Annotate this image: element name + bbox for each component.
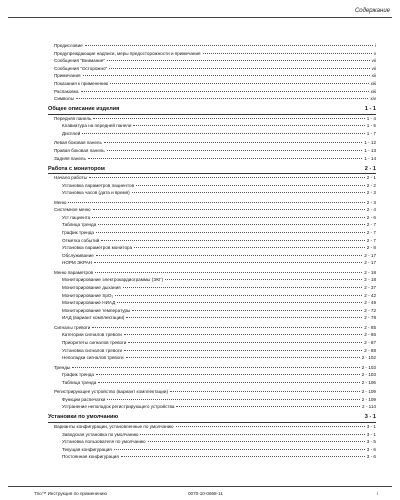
toc-entry-page: xiii: [370, 88, 376, 94]
toc-entry-title: ИАД (вариант комплектации): [62, 315, 125, 321]
toc-entry[interactable]: [48, 65, 376, 73]
toc-entry-title: Показания к применению: [54, 80, 109, 86]
toc-dot-leader: [76, 98, 369, 99]
toc-entry-title: Клавиатура на передней панели: [62, 123, 132, 129]
toc-dot-leader: [134, 247, 365, 248]
toc-entry-page: 2 - 88: [364, 347, 376, 353]
toc-entry-title: Функции распечатки: [62, 396, 106, 402]
toc-entry-title: Общее описание изделия: [48, 106, 120, 113]
toc-entry-page: 2 - 17: [364, 252, 376, 258]
toc-entry-title: Мониторирование температуры: [62, 307, 131, 313]
toc-section-entry[interactable]: [48, 165, 376, 175]
toc-entry-title: Таблица тренда: [62, 222, 97, 228]
toc-entry-page: 2 - 42: [364, 292, 376, 298]
toc-dot-leader: [136, 185, 365, 186]
toc-section-entry[interactable]: [48, 105, 376, 115]
toc-entry-page: 2 - 1: [366, 175, 376, 181]
toc-entry-title: Мониторирование дыхания: [62, 285, 121, 291]
toc-entry-page: 2 - 8: [366, 245, 376, 251]
toc-dot-leader: [110, 83, 368, 84]
toc-dot-leader: [72, 367, 360, 368]
toc-entry-page: 2 - 114: [362, 404, 376, 410]
toc-entry-page: 3 - 1: [366, 423, 376, 429]
toc-entry-title: Заводская установка по умолчанию: [62, 431, 139, 437]
toc-dot-leader: [107, 150, 363, 151]
toc-entry[interactable]: [48, 252, 376, 260]
toc-entry-title: Сообщения "Внимание": [54, 58, 106, 64]
toc-entry-page: 1 - 7: [366, 130, 376, 136]
toc-entry[interactable]: [48, 354, 376, 362]
toc-entry-page: 2 - 103: [361, 372, 376, 378]
toc-dot-leader: [85, 45, 373, 46]
toc-entry[interactable]: [48, 438, 376, 446]
toc-dot-leader: [126, 317, 362, 318]
toc-entry-page: 1 - 14: [364, 155, 376, 161]
toc-entry-page: 2 - 2: [366, 182, 376, 188]
toc-entry[interactable]: [48, 259, 376, 267]
toc-entry[interactable]: [48, 182, 376, 190]
toc-entry[interactable]: [48, 284, 376, 292]
toc-entry-page: 3 - 6: [366, 446, 376, 452]
toc-entry-title: Приоритеты сигналов тревоги: [62, 339, 127, 345]
toc-entry[interactable]: [48, 307, 376, 315]
toc-dot-leader: [140, 434, 364, 435]
toc-entry[interactable]: [48, 130, 376, 138]
toc-dot-leader: [124, 334, 362, 335]
toc-entry-title: Левая боковая панель: [54, 140, 102, 146]
toc-entry-title: Мониторирование SpO₂: [62, 292, 114, 298]
toc-entry-title: Мониторирование НИАД: [62, 300, 116, 306]
toc-entry-page: 1 - 1: [364, 106, 376, 113]
toc-dot-leader: [121, 456, 365, 457]
toc-entry-page: 3 - 1: [364, 414, 376, 421]
toc-entry-title: Сигналы тревоги: [54, 324, 91, 330]
toc-dot-leader: [117, 302, 362, 303]
toc-dot-leader: [98, 224, 365, 225]
toc-entry-title: Передняя панель: [54, 115, 92, 121]
toc-dot-leader: [132, 310, 362, 311]
toc-entry-page: 3 - 1: [366, 431, 376, 437]
toc-dot-leader: [96, 374, 360, 375]
toc-dot-leader: [123, 287, 363, 288]
toc-entry-title: Предисловие: [54, 43, 83, 48]
toc-entry[interactable]: [48, 324, 376, 332]
toc-entry-page: i: [374, 43, 376, 48]
toc-dot-leader: [133, 125, 364, 126]
toc-entry[interactable]: [48, 72, 376, 80]
toc-entry-page: 2 - 17: [364, 260, 376, 266]
footer-page-number: i: [376, 491, 378, 496]
toc-dot-leader: [176, 406, 360, 407]
toc-entry[interactable]: [48, 155, 376, 163]
toc-dot-leader: [88, 158, 362, 159]
toc-dot-leader: [68, 202, 364, 203]
toc-entry-title: Примечания: [54, 73, 81, 79]
toc-entry[interactable]: [48, 229, 376, 237]
toc-entry-title: Меню параметров: [54, 269, 94, 275]
toc-dot-leader: [128, 342, 362, 343]
toc-entry-title: Работа с монитором: [48, 165, 105, 172]
toc-entry-page: 2 - 102: [361, 355, 376, 361]
toc-entry[interactable]: [48, 276, 376, 284]
toc-dot-leader: [115, 295, 362, 296]
toc-entry-page: vii: [371, 65, 376, 71]
toc-entry-title: Установка сигналов тревоги: [62, 347, 123, 353]
toc-dot-leader: [93, 118, 364, 119]
toc-dot-leader: [98, 382, 359, 383]
toc-entry-title: Сообщения "Осторожно": [54, 65, 108, 71]
toc-entry-page: vii: [371, 58, 376, 64]
footer-document-title: Trio™ Инструкция по применению: [34, 491, 107, 496]
toc-entry[interactable]: [48, 221, 376, 229]
toc-entry[interactable]: [48, 174, 376, 182]
toc-entry[interactable]: [48, 403, 376, 411]
toc-entry-title: Постоянная конфигурация: [62, 454, 119, 460]
toc-entry-page: 2 - 18: [364, 269, 376, 275]
toc-entry[interactable]: [48, 115, 376, 123]
toc-entry-page: 1 - 5: [366, 123, 376, 129]
table-of-contents: [48, 42, 376, 461]
toc-entry[interactable]: [48, 214, 376, 222]
toc-entry[interactable]: [48, 237, 376, 245]
toc-entry[interactable]: [48, 57, 376, 65]
toc-entry-title: Устранение неполадок регистрирующего устройства: [62, 404, 175, 410]
toc-entry-page: 2 - 109: [361, 389, 376, 395]
toc-entry-page: 2 - 3: [366, 190, 376, 196]
toc-entry[interactable]: [48, 446, 376, 454]
toc-entry-title: Мониторирование электрокардиограммы (ЭКГ): [62, 277, 164, 283]
toc-entry-page: 2 - 86: [364, 332, 376, 338]
toc-entry-title: Неполадки сигналов тревоги: [62, 355, 124, 361]
toc-entry-title: Установка параметров монитора: [62, 245, 133, 251]
toc-dot-leader: [82, 133, 365, 134]
header-rule: [8, 17, 392, 18]
toc-dot-leader: [92, 217, 365, 218]
footer-rule: [8, 486, 392, 487]
toc-entry[interactable]: [48, 122, 376, 130]
toc-dot-leader: [93, 209, 365, 210]
toc-entry[interactable]: [48, 339, 376, 347]
toc-dot-leader: [107, 399, 359, 400]
toc-dot-leader: [81, 91, 369, 92]
toc-section-entry[interactable]: [48, 413, 376, 423]
toc-entry-title: Регистрирующее устройство (вариант комплектации): [54, 389, 169, 395]
toc-entry-page: 2 - 106: [361, 379, 376, 385]
toc-dot-leader: [124, 350, 362, 351]
toc-entry[interactable]: [48, 299, 376, 307]
toc-entry[interactable]: [48, 244, 376, 252]
toc-entry-page: 2 - 7: [366, 230, 376, 236]
toc-entry-title: Правая боковая панель: [54, 147, 105, 153]
toc-dot-leader: [170, 391, 360, 392]
toc-dot-leader: [132, 192, 365, 193]
toc-entry-page: 2 - 49: [364, 300, 376, 306]
toc-entry-title: Символы: [54, 96, 74, 102]
toc-entry-page: xiv: [370, 96, 376, 102]
toc-entry-title: Таблица тренда: [62, 379, 97, 385]
toc-entry[interactable]: [48, 206, 376, 214]
toc-entry-title: Начало работы: [54, 175, 87, 181]
toc-entry-page: xiii: [370, 80, 376, 86]
toc-entry-page: 2 - 7: [366, 222, 376, 228]
toc-entry-title: Системное меню: [54, 207, 91, 213]
toc-entry-title: Отметка событий: [62, 237, 100, 243]
toc-dot-leader: [94, 262, 362, 263]
toc-entry[interactable]: [48, 379, 376, 387]
toc-entry-title: Тренды: [54, 364, 71, 370]
toc-entry[interactable]: [48, 80, 376, 88]
toc-entry-page: 2 - 87: [364, 339, 376, 345]
toc-entry-title: Категории сигналов тревоги: [62, 332, 122, 338]
toc-entry[interactable]: [48, 269, 376, 277]
toc-entry-title: Предупреждающие надписи, меры предосторожности и примечания: [54, 50, 201, 56]
toc-entry-title: Установка пользователя по умолчанию: [62, 439, 146, 445]
toc-entry[interactable]: [48, 88, 376, 96]
toc-entry[interactable]: [48, 42, 376, 50]
toc-entry[interactable]: [48, 364, 376, 372]
toc-entry[interactable]: [48, 371, 376, 379]
toc-entry-page: 1 - 4: [366, 115, 376, 121]
toc-entry-page: 1 - 12: [364, 140, 376, 146]
toc-entry-page: 2 - 1: [364, 165, 376, 172]
toc-dot-leader: [95, 272, 362, 273]
toc-dot-leader: [92, 327, 362, 328]
toc-dot-leader: [148, 441, 365, 442]
toc-entry-page: xii: [371, 73, 376, 79]
toc-entry-page: 2 - 6: [366, 214, 376, 220]
toc-entry-title: Задняя панель: [54, 155, 86, 161]
toc-entry-page: v: [373, 50, 376, 56]
toc-dot-leader: [114, 449, 365, 450]
toc-entry-title: НОРМ ЭКРАН: [62, 260, 93, 266]
toc-entry-title: Установка параметров пациентов: [62, 182, 135, 188]
toc-entry[interactable]: [48, 388, 376, 396]
toc-entry-title: Уст пациента: [62, 214, 91, 220]
toc-entry-title: Установки по умолчанию: [48, 414, 119, 421]
toc-entry-page: 2 - 103: [361, 364, 376, 370]
toc-dot-leader: [107, 60, 370, 61]
toc-entry-title: Дисплей: [62, 130, 81, 136]
toc-entry[interactable]: [48, 396, 376, 404]
toc-entry-title: Обслуживание: [62, 252, 94, 258]
toc-entry-title: Установка часов (дата и время): [62, 190, 130, 196]
toc-entry-page: 2 - 72: [364, 307, 376, 313]
toc-entry[interactable]: [48, 453, 376, 461]
toc-dot-leader: [104, 142, 362, 143]
toc-entry-page: 2 - 78: [364, 315, 376, 321]
toc-entry[interactable]: [48, 50, 376, 58]
toc-entry-page: 2 - 3: [366, 199, 376, 205]
header-title: Содержание: [354, 8, 390, 14]
toc-dot-leader: [96, 232, 365, 233]
toc-dot-leader: [83, 75, 370, 76]
toc-dot-leader: [165, 279, 362, 280]
toc-entry-page: 2 - 7: [366, 237, 376, 243]
toc-entry-title: График тренда: [62, 230, 94, 236]
toc-entry-title: Текущая конфигурация: [62, 446, 112, 452]
toc-entry[interactable]: [48, 423, 376, 431]
toc-entry[interactable]: [48, 314, 376, 322]
toc-entry-page: 2 - 18: [364, 277, 376, 283]
toc-entry-title: График тренда: [62, 372, 94, 378]
footer-document-number: 0070-10-0668-11: [188, 491, 223, 496]
toc-dot-leader: [203, 53, 372, 54]
toc-entry[interactable]: [48, 95, 376, 103]
toc-entry-title: Меню: [54, 199, 67, 205]
toc-entry-page: 2 - 37: [364, 285, 376, 291]
toc-entry[interactable]: [48, 199, 376, 207]
toc-entry-page: 2 - 4: [366, 207, 376, 213]
toc-dot-leader: [101, 240, 364, 241]
toc-entry[interactable]: [48, 292, 376, 300]
toc-dot-leader: [89, 177, 365, 178]
toc-entry-title: Распаковка: [54, 88, 79, 94]
toc-entry[interactable]: [48, 189, 376, 197]
toc-entry-title: Варианты конфигурации, установленные по умолчанию: [54, 423, 174, 429]
toc-entry[interactable]: [48, 431, 376, 439]
toc-dot-leader: [126, 357, 360, 358]
toc-dot-leader: [109, 68, 369, 69]
toc-entry[interactable]: [48, 147, 376, 155]
toc-entry[interactable]: [48, 347, 376, 355]
toc-entry-page: 3 - 5: [366, 439, 376, 445]
toc-dot-leader: [96, 255, 363, 256]
toc-entry-page: 3 - 6: [366, 454, 376, 460]
toc-entry-page: 1 - 13: [364, 147, 376, 153]
toc-dot-leader: [176, 426, 365, 427]
toc-entry[interactable]: [48, 139, 376, 147]
toc-entry[interactable]: [48, 331, 376, 339]
toc-entry-page: 2 - 109: [361, 396, 376, 402]
toc-entry-page: 2 - 85: [364, 324, 376, 330]
